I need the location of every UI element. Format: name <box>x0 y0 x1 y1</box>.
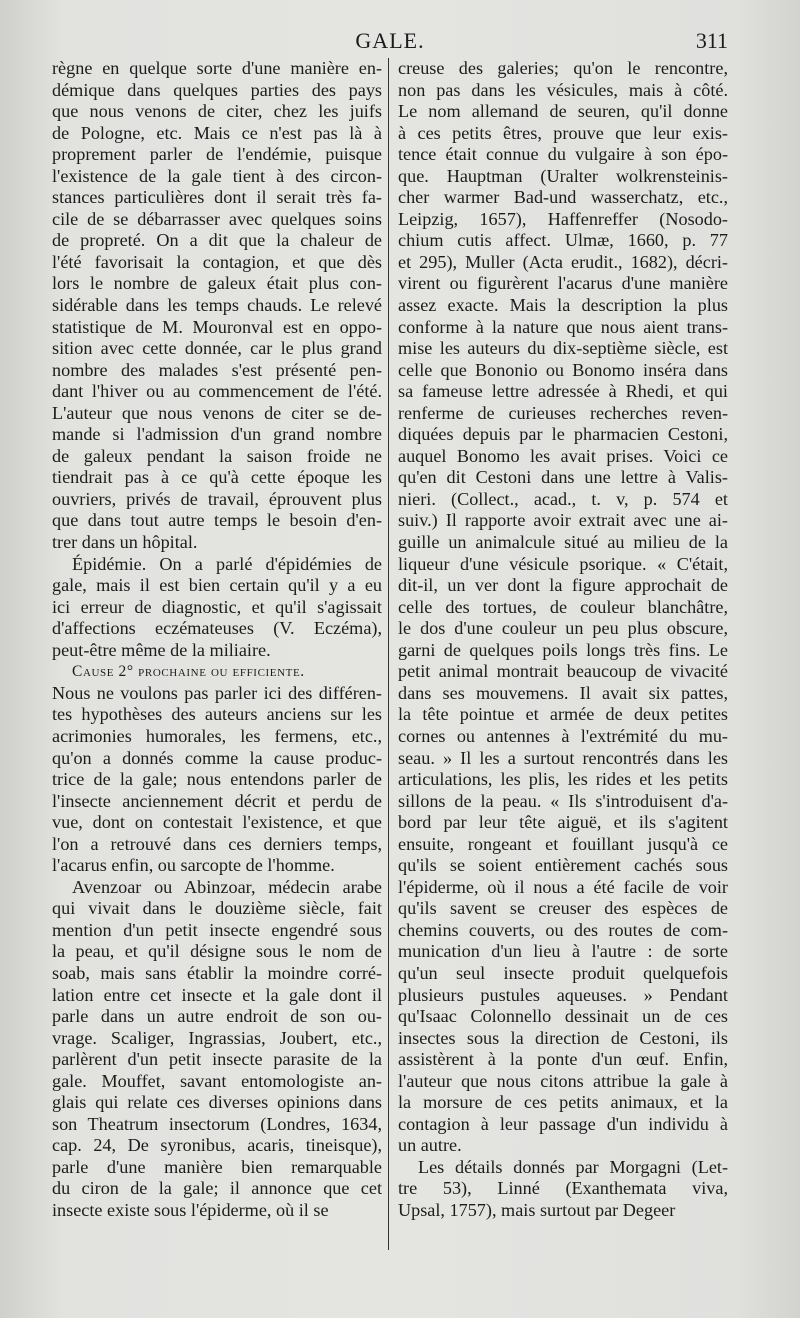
right-column-line: la tête pointue et armée de deux petites <box>398 704 728 725</box>
left-column-line: lors le nombre de galeux était plus con- <box>52 273 382 294</box>
right-column-line: plusieurs pustules aqueuses. » Pendant <box>398 984 728 1005</box>
left-column-line: gale. Mouffet, savant entomologiste an- <box>52 1070 382 1091</box>
left-column-line: acrimonies humorales, les fermens, etc., <box>52 725 382 746</box>
right-column-line: bord par leur tête aiguë, et ils s'agitent <box>398 812 728 833</box>
left-column-line: cap. 24, De syronibus, acaris, tineisque), <box>52 1135 382 1156</box>
left-column-line: lation entre cet insecte et la gale dont il <box>52 984 382 1005</box>
left-column-line: de galeux pendant la saison froide ne <box>52 445 382 466</box>
left-column-line: parlèrent d'un petit insecte parasite de la <box>52 1049 382 1070</box>
running-title: GALE. <box>355 28 425 53</box>
left-column-line: insecte existe sous l'épiderme, où il se <box>52 1199 329 1220</box>
left-column-line: démique dans quelques parties des pays <box>52 79 382 100</box>
right-column-line: la morsure de ces petits animaux, et la <box>398 1092 728 1113</box>
page-number: 311 <box>695 28 728 53</box>
right-column-line: Le nom allemand de seuren, qu'il donne <box>398 101 728 122</box>
right-column-line: contagion à leur passage d'un individu à <box>398 1113 728 1134</box>
left-column-line: ici erreur de diagnostic, et qu'il s'agissait <box>52 596 382 617</box>
right-column-line: assez exacte. Mais la description la plus <box>398 295 728 316</box>
left-column-line: du ciron de la gale; il annonce que cet <box>52 1178 382 1199</box>
right-column-line: l'auteur que nous citons attribue la gale à <box>398 1070 728 1091</box>
right-column-line: et 295), Muller (Acta erudit., 1682), décri- <box>398 251 728 272</box>
left-column-line: cile de se débarrasser avec quelques soins <box>52 208 382 229</box>
right-column-line: cher warmer Bad-und wasserchatz, etc., <box>398 187 728 208</box>
right-column-line: tence était connue du vulgaire à son épo- <box>398 144 728 165</box>
left-column-line: gale, mais il est bien certain qu'il y a eu <box>52 575 382 596</box>
left-column-line: de propreté. On a dit que la chaleur de <box>52 230 382 251</box>
left-column-line: Cause 2° prochaine ou efficiente. <box>72 663 305 681</box>
left-column-line: qui vivait dans le douzième siècle, fait <box>52 898 382 919</box>
right-column-line: cornes ou antennes à l'extrémité du mu- <box>398 725 728 746</box>
right-column-line: non pas dans les vésicules, mais à côté. <box>398 79 728 100</box>
left-column-line: statistique de M. Mouronval est en oppo- <box>52 316 382 337</box>
right-column-line: creuse des galeries; qu'on le rencontre, <box>398 58 728 78</box>
right-column-line: liqueur d'une vésicule psorique. « C'était, <box>398 553 728 574</box>
right-column-line: auquel Bonomo les avait prises. Voici ce <box>398 445 728 466</box>
left-column-line: soab, mais sans établir la moindre corré- <box>52 962 382 983</box>
right-column-line: munication d'un lieu à l'autre : de sorte <box>398 941 728 962</box>
left-column <box>52 58 382 1222</box>
right-column-line: articulations, les plis, les rides et les petits <box>398 769 728 790</box>
right-column-line: à ces petits êtres, prouve que leur exis- <box>398 122 728 143</box>
left-column-line: mention d'un petit insecte engendré sous <box>52 919 382 940</box>
left-column-line: trice de la gale; nous entendons parler de <box>52 769 382 790</box>
right-column-line: seau. » Il les a surtout rencontrés dans les <box>398 747 728 768</box>
right-column-line: sa fameuse lettre adressée à Rhedi, et qui <box>398 381 728 402</box>
column-divider <box>388 58 389 1250</box>
left-column-line: glais qui relate ces diverses opinions dans <box>52 1092 382 1113</box>
left-column-line: règne en quelque sorte d'une manière en- <box>52 58 382 78</box>
right-column-line: dit-il, un ver dont la figure approchait de <box>398 575 728 596</box>
right-column-line: celle des tortues, de couleur blanchâtre, <box>398 596 728 617</box>
left-column-line: trer dans un hôpital. <box>52 532 198 553</box>
right-column-line: diquées depuis par le pharmacien Cestoni, <box>398 424 728 445</box>
right-column-line: ensuite, rongeant et fouillant jusqu'à ce <box>398 833 728 854</box>
right-column-line: virent ou figurèrent l'acarus d'une manière <box>398 273 728 294</box>
right-column-line: dans ses mouvemens. Il avait six pattes, <box>398 682 728 703</box>
right-column-line: insectes sous la direction de Cestoni, ils <box>398 1027 728 1048</box>
left-column-line: mande si l'admission d'un grand nombre <box>52 424 382 445</box>
left-column-line: stances particulières dont il serait très fa- <box>52 187 382 208</box>
left-column-line: d'affections eczémateuses (V. Eczéma), <box>52 618 382 639</box>
left-column-line: tiendrait pas à ce qu'à cette époque les <box>52 467 382 488</box>
left-column-line: Avenzoar ou Abinzoar, médecin arabe <box>72 876 382 897</box>
left-column-line: l'acarus enfin, ou sarcopte de l'homme. <box>52 855 335 876</box>
right-column-line: un autre. <box>398 1135 462 1156</box>
left-column-line: la peau, et qu'il désigne sous le nom de <box>52 941 382 962</box>
right-column-line: qu'un seul insecte produit quelquefois <box>398 962 728 983</box>
right-column-line: suiv.) Il rapporte avoir extrait avec une ai- <box>398 510 728 531</box>
left-column-line: sition avec cette donnée, car le plus grand <box>52 338 382 359</box>
left-column-line: l'existence de la gale tient à des circon- <box>52 165 382 186</box>
right-column-line: guille un animalcule situé au milieu de la <box>398 532 728 553</box>
left-column-line: vrage. Scaliger, Ingrassias, Joubert, etc., <box>52 1027 382 1048</box>
left-column-line: Nous ne voulons pas parler ici des différen- <box>52 682 382 703</box>
right-column-line: garni de quelques poils longs très fins. Le <box>398 639 728 660</box>
left-column-line: vue, dont on contestait l'existence, et que <box>52 812 382 833</box>
right-column-line: Leipzig, 1657), Haffenreffer (Nosodo- <box>398 208 728 229</box>
left-column-line: l'on a retrouvé dans ces derniers temps, <box>52 833 382 854</box>
right-column-line: qu'en dit Cestoni dans une lettre à Valis- <box>398 467 728 488</box>
left-column-line: son Theatrum insectorum (Londres, 1634, <box>52 1113 382 1134</box>
left-column-line: l'été favorisait la contagion, et que dès <box>52 251 382 272</box>
left-column-line: proprement parler de l'endémie, puisque <box>52 144 382 165</box>
right-column-line: Upsal, 1757), mais surtout par Degeer <box>398 1199 676 1220</box>
right-column-line: le dos d'une couleur un peu plus obscure, <box>398 618 728 639</box>
right-column-line: qu'ils savent se creuser des espèces de <box>398 898 728 919</box>
right-column-line: l'épiderme, où il nous a été facile de voir <box>398 876 728 897</box>
right-column-line: qu'ils se soient entièrement cachés sous <box>398 855 728 876</box>
right-column-line: mise les auteurs du dix-septième siècle, est <box>398 338 728 359</box>
left-column-line: que dans tout autre temps le besoin d'en- <box>52 510 382 531</box>
left-column-line: parle d'une manière bien remarquable <box>52 1156 382 1177</box>
right-column-line: nieri. (Collect., acad., t. v, p. 574 et <box>398 488 728 509</box>
left-column-line: peut-être même de la miliaire. <box>52 639 271 660</box>
left-column-line: nombre des malades s'est présenté pen- <box>52 359 382 380</box>
left-column-line: L'auteur que nous venons de citer se de- <box>52 402 382 423</box>
right-column-line: renferme de curieuses recherches reven- <box>398 402 728 423</box>
left-column-line: dant l'hiver ou au commencement de l'été. <box>52 381 382 402</box>
left-column-line: de Pologne, etc. Mais ce n'est pas là à <box>52 122 382 143</box>
right-column-line: chium cutis affect. Ulmæ, 1660, p. 77 <box>398 230 728 251</box>
left-column-line: ouvriers, privés de travail, éprouvent plus <box>52 488 382 509</box>
right-column-line: Les détails donnés par Morgagni (Let- <box>418 1156 728 1177</box>
right-column-line: assistèrent à la ponte d'un œuf. Enfin, <box>398 1049 728 1070</box>
left-column-line: sidérable dans les temps chauds. Le relevé <box>52 295 382 316</box>
left-column-line: que nous venons de citer, chez les juifs <box>52 101 382 122</box>
right-column-line: sillons de la peau. « Ils s'introduisent d'a- <box>398 790 728 811</box>
left-column-line: qu'on a donnés comme la cause produc- <box>52 747 382 768</box>
left-column-line: parle dans un autre endroit de son ou- <box>52 1006 382 1027</box>
right-column <box>398 58 728 1222</box>
right-column-line: tre 53), Linné (Exanthemata viva, <box>398 1178 728 1199</box>
right-column-line: celle que Bononio ou Bonomo inséra dans <box>398 359 728 380</box>
left-column-line: l'insecte anciennement décrit et perdu de <box>52 790 382 811</box>
right-column-line: que. Hauptman (Uralter wolkrensteinis- <box>398 165 728 186</box>
right-column-line: qu'Isaac Colonnello dessinait un de ces <box>398 1006 728 1027</box>
left-column-line: tes hypothèses des auteurs anciens sur les <box>52 704 382 725</box>
right-column-line: conforme à la nature que nous aient trans- <box>398 316 728 337</box>
running-head <box>52 28 728 56</box>
right-column-line: chemins couverts, ou des routes de com- <box>398 919 728 940</box>
left-column-line: Épidémie. On a parlé d'épidémies de <box>72 553 382 574</box>
right-column-line: petit animal montrait beaucoup de vivacité <box>398 661 728 682</box>
